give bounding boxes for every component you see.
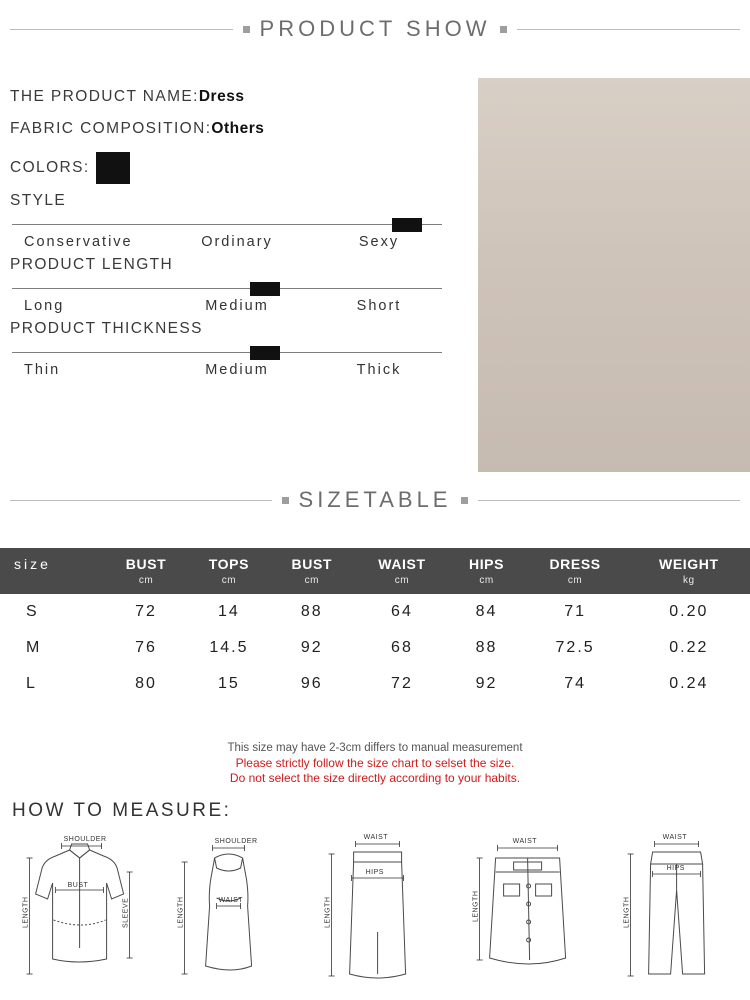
row-size-l: L xyxy=(26,675,36,692)
style-slider-marker[interactable] xyxy=(392,218,422,232)
measure-figure-pants xyxy=(605,828,748,988)
row-size-s: S xyxy=(26,603,38,620)
cell-s-tops: 14 xyxy=(218,603,240,620)
heading-rule-left xyxy=(10,29,233,30)
label-waist: WAIST xyxy=(512,838,537,845)
size-note-measurement: This size may have 2-3cm differs to manual measurement xyxy=(227,742,523,754)
cell-m-dress: 72.5 xyxy=(555,639,595,656)
label-waist: WAIST xyxy=(364,834,389,841)
thickness-slider-track xyxy=(12,352,442,353)
square-bullet-icon xyxy=(461,497,468,504)
thickness-option-medium[interactable]: Medium xyxy=(205,362,269,378)
measure-figure-short-skirt xyxy=(456,828,599,988)
square-bullet-icon xyxy=(282,497,289,504)
size-table xyxy=(0,548,750,702)
measure-figure-shirt xyxy=(8,828,151,988)
product-name-row xyxy=(10,88,465,106)
length-options xyxy=(10,298,450,314)
cell-s-hips: 84 xyxy=(475,603,498,620)
cell-l-waist: 72 xyxy=(391,675,413,692)
heading-rule-right xyxy=(517,29,740,30)
table-row xyxy=(0,630,750,666)
table-row xyxy=(0,594,750,630)
product-show-title: PRODUCT SHOW xyxy=(259,16,491,41)
square-bullet-icon xyxy=(500,26,507,33)
cell-l-bust: 96 xyxy=(300,675,323,692)
label-length: LENGTH xyxy=(472,890,480,922)
cell-l-bust-top: 80 xyxy=(135,675,157,692)
size-table-heading xyxy=(10,487,740,513)
color-swatch-black[interactable] xyxy=(96,152,130,184)
cell-m-bust-top: 76 xyxy=(135,639,157,656)
row-size-m: M xyxy=(26,639,41,656)
label-shoulder: SHOULDER xyxy=(63,836,107,843)
label-waist: WAIST xyxy=(218,897,244,904)
cell-m-hips: 88 xyxy=(475,639,498,656)
table-units-row xyxy=(0,574,750,594)
length-option-long[interactable]: Long xyxy=(24,298,65,314)
column-header-dress: DRESS xyxy=(549,556,601,572)
length-slider[interactable] xyxy=(12,280,442,296)
cell-m-waist: 68 xyxy=(391,639,413,656)
style-options xyxy=(10,234,450,250)
style-option-sexy[interactable]: Sexy xyxy=(358,234,400,250)
cell-s-waist: 64 xyxy=(391,603,413,620)
label-bust: BUST xyxy=(67,882,89,889)
unit-bust-top: cm xyxy=(104,574,187,594)
table-header-row xyxy=(0,548,750,574)
thickness-group xyxy=(10,320,465,378)
column-header-hips: HIPS xyxy=(468,556,505,572)
label-length: LENGTH xyxy=(325,896,333,928)
thickness-options xyxy=(10,362,450,378)
product-name-value: Dress xyxy=(198,88,245,105)
fabric-label: FABRIC COMPOSITION: xyxy=(10,120,212,137)
unit-blank xyxy=(0,574,104,594)
label-sleeve: SLEEVE xyxy=(122,897,130,928)
measure-figure-long-skirt xyxy=(306,828,449,988)
style-slider-track xyxy=(12,224,442,225)
heading-rule-left xyxy=(10,500,272,501)
cell-m-weight: 0.22 xyxy=(669,639,709,656)
length-option-short[interactable]: Short xyxy=(356,298,402,314)
cell-l-tops: 15 xyxy=(218,675,240,692)
cell-s-bust-top: 72 xyxy=(135,603,157,620)
length-title: PRODUCT LENGTH xyxy=(10,256,174,273)
style-option-ordinary[interactable]: Ordinary xyxy=(201,234,273,250)
measure-figures xyxy=(8,828,748,988)
column-header-weight: WEIGHT xyxy=(659,556,719,572)
cell-l-hips: 92 xyxy=(475,675,498,692)
size-table-title: SIZETABLE xyxy=(298,487,452,512)
label-length: LENGTH xyxy=(22,896,30,928)
product-photo xyxy=(478,78,750,472)
column-header-bust: BUST xyxy=(291,556,333,572)
thickness-slider-marker[interactable] xyxy=(250,346,280,360)
photo-background xyxy=(478,78,750,472)
cell-l-weight: 0.24 xyxy=(669,675,709,692)
size-notes xyxy=(0,742,750,786)
cell-s-bust: 88 xyxy=(300,603,323,620)
unit-bust: cm xyxy=(270,574,353,594)
style-title: STYLE xyxy=(10,192,67,209)
column-header-tops: TOPS xyxy=(208,556,250,572)
size-note-follow-chart: Please strictly follow the size chart to selset the size. xyxy=(235,756,515,770)
fabric-value: Others xyxy=(211,120,265,137)
cell-m-bust: 92 xyxy=(300,639,323,656)
label-waist: WAIST xyxy=(662,834,687,841)
colors-row xyxy=(10,152,465,184)
thickness-title: PRODUCT THICKNESS xyxy=(10,320,203,337)
thickness-option-thick[interactable]: Thick xyxy=(356,362,402,378)
label-hips: HIPS xyxy=(666,865,685,872)
unit-hips: cm xyxy=(451,574,523,594)
fabric-composition-row xyxy=(10,120,465,138)
product-show-heading xyxy=(10,16,740,42)
label-hips: HIPS xyxy=(366,869,385,876)
column-header-bust-top: BUST xyxy=(125,556,167,572)
style-slider[interactable] xyxy=(12,216,442,232)
table-row xyxy=(0,666,750,702)
length-slider-marker[interactable] xyxy=(250,282,280,296)
colors-label: COLORS: xyxy=(10,159,90,176)
column-header-size: size xyxy=(14,556,51,572)
cell-m-tops: 14.5 xyxy=(209,639,249,656)
cell-s-dress: 71 xyxy=(564,603,586,620)
label-length: LENGTH xyxy=(623,896,631,928)
thickness-option-thin[interactable]: Thin xyxy=(24,362,61,378)
product-specs xyxy=(10,88,465,378)
how-to-measure-title: HOW TO MEASURE: xyxy=(12,800,232,821)
length-slider-track xyxy=(12,288,442,289)
unit-dress: cm xyxy=(523,574,628,594)
length-group xyxy=(10,256,465,314)
cell-l-dress: 74 xyxy=(564,675,586,692)
product-name-label: THE PRODUCT NAME: xyxy=(10,88,199,105)
length-option-medium[interactable]: Medium xyxy=(205,298,269,314)
thickness-slider[interactable] xyxy=(12,344,442,360)
size-note-habits: Do not select the size directly according to your habits. xyxy=(229,771,521,785)
square-bullet-icon xyxy=(243,26,250,33)
unit-tops: cm xyxy=(188,574,271,594)
label-length: LENGTH xyxy=(177,896,185,928)
heading-rule-right xyxy=(478,500,740,501)
unit-weight: kg xyxy=(628,574,750,594)
unit-waist: cm xyxy=(353,574,450,594)
label-shoulder: SHOULDER xyxy=(214,838,258,845)
measure-figure-dress xyxy=(157,828,300,988)
style-group xyxy=(10,192,465,250)
column-header-waist: WAIST xyxy=(378,556,426,572)
cell-s-weight: 0.20 xyxy=(669,603,709,620)
style-option-conservative[interactable]: Conservative xyxy=(24,234,133,250)
